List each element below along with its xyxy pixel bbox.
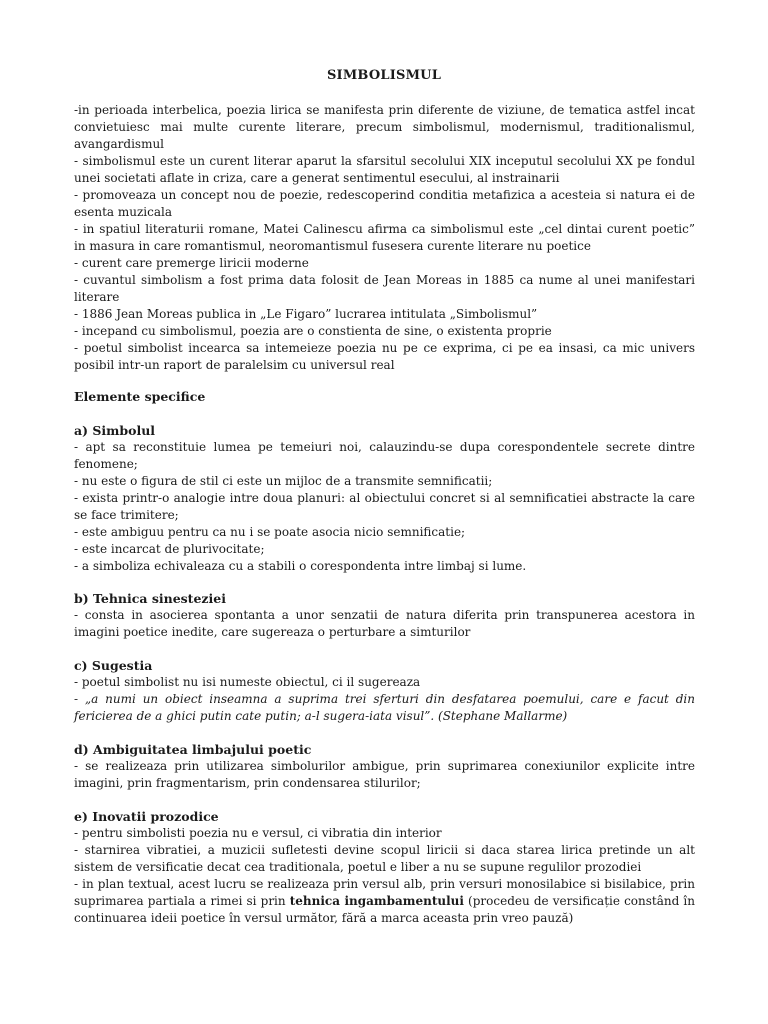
intro-paragraph: -in perioada interbelica, poezia lirica se manifesta prin diferente de viziune, de tematica astfel incat convietuiesc mai multe curente literare, precum simbolismul, modernismul, traditionalismul, avangardismul — [74, 103, 695, 151]
ambiguitate-section — [74, 758, 695, 792]
sinestezie-section — [74, 607, 695, 641]
sinestezie-heading: b) Tehnica sinesteziei — [74, 591, 226, 606]
text-span: - in plan textual, acest lucru se realizeaza prin versul alb, prin versuri monosilabice si bisilabice, prin suprimarea partiala a rimei si prin — [74, 877, 695, 908]
intro-paragraph: - 1886 Jean Moreas publica in „Le Figaro” lucrarea intitulata „Simbolismul” — [74, 307, 538, 321]
list-item: - apt sa reconstituie lumea pe temeiuri noi, calauzindu-se dupa corespondentele secrete dintre fenomene; — [74, 440, 695, 471]
paragraph: - se realizeaza prin utilizarea simbolurilor ambigue, prin suprimarea conexiunilor explicite intre imagini, prin fragmentarism, prin condensarea stilurilor; — [74, 759, 695, 790]
list-item: - este incarcat de plurivocitate; — [74, 542, 265, 556]
list-item: - a simboliza echivaleaza cu a stabili o corespondenta intre limbaj si lume. — [74, 559, 527, 573]
intro-paragraph: - curent care premerge liricii moderne — [74, 256, 309, 270]
intro-paragraph: - poetul simbolist incearca sa intemeieze poezia nu pe ce exprima, ci pe ea insasi, ca mic univers posibil intr-un raport de paralelsim cu universul real — [74, 341, 695, 372]
simbolul-heading: a) Simbolul — [74, 423, 156, 438]
intro-paragraph: - incepand cu simbolismul, poezia are o constienta de sine, o existenta proprie — [74, 324, 552, 338]
paragraph: - starnirea vibratiei, a muzicii sufletesti devine scopul liricii si daca starea lirica pretinde un alt sistem de versificatie decat cea traditionala, poetul e liber a nu se supune regulilor prozodiei — [74, 843, 695, 874]
paragraph: - poetul simbolist nu isi numeste obiectul, ci il sugereaza — [74, 675, 421, 689]
ingambament-term: tehnica ingambamentului — [289, 894, 464, 908]
simbolul-section — [74, 439, 695, 575]
text-span: (procedeu de versificație constând în continuarea ideii poetice în versul următor, fără a marca aceasta prin vreo pauză) — [74, 894, 695, 925]
intro-paragraph: - promoveaza un concept nou de poezie, redescoperind conditia metafizica a acesteia si natura ei de esenta muzicala — [74, 188, 695, 219]
prozodice-heading: e) Inovatii prozodice — [74, 809, 219, 824]
list-item: - exista printr-o analogie intre doua planuri: al obiectului concret si al semnificatiei abstracte la care se face trimitere; — [74, 491, 695, 522]
intro-paragraph: - simbolismul este un curent literar aparut la sfarsitul secolului XIX inceputul secolului XX pe fondul unei societati aflate in criza, care a generat sentimentul esecului, al instrainarii — [74, 154, 695, 185]
sugestia-section — [74, 674, 695, 725]
page-title: SIMBOLISMUL — [326, 68, 442, 83]
sugestia-heading: c) Sugestia — [74, 658, 153, 673]
elements-heading: Elemente specifice — [74, 389, 206, 404]
intro-paragraph: - in spatiul literaturii romane, Matei Calinescu afirma ca simbolismul este „cel dintai curent poetic” in masura in care romantismul, neoromantismul fusesera curente literare nu poetice — [74, 222, 695, 253]
ambiguitate-heading: d) Ambiguitatea limbajului poetic — [74, 742, 312, 757]
intro-section — [74, 102, 695, 374]
intro-paragraph: - cuvantul simbolism a fost prima data folosit de Jean Moreas in 1885 ca nume al unei manifestari literare — [74, 273, 695, 304]
list-item: - nu este o figura de stil ci este un mijloc de a transmite semnificatii; — [74, 474, 493, 488]
list-item: - este ambiguu pentru ca nu i se poate asocia nicio semnificatie; — [74, 525, 466, 539]
mallarme-quote: - „a numi un obiect inseamna a suprima trei sferturi din desfatarea poemului, care e facut din fericierea de a ghici putin cate putin; a-l sugera-iata visul”. (Stephane Mallarme) — [74, 692, 695, 723]
paragraph: - consta in asocierea spontanta a unor senzatii de natura diferita prin transpunerea acestora in imagini poetice inedite, care sugereaza o perturbare a simturilor — [74, 608, 695, 639]
prozodice-section — [74, 825, 695, 927]
paragraph — [74, 876, 695, 927]
paragraph: - pentru simbolisti poezia nu e versul, ci vibratia din interior — [74, 826, 442, 840]
